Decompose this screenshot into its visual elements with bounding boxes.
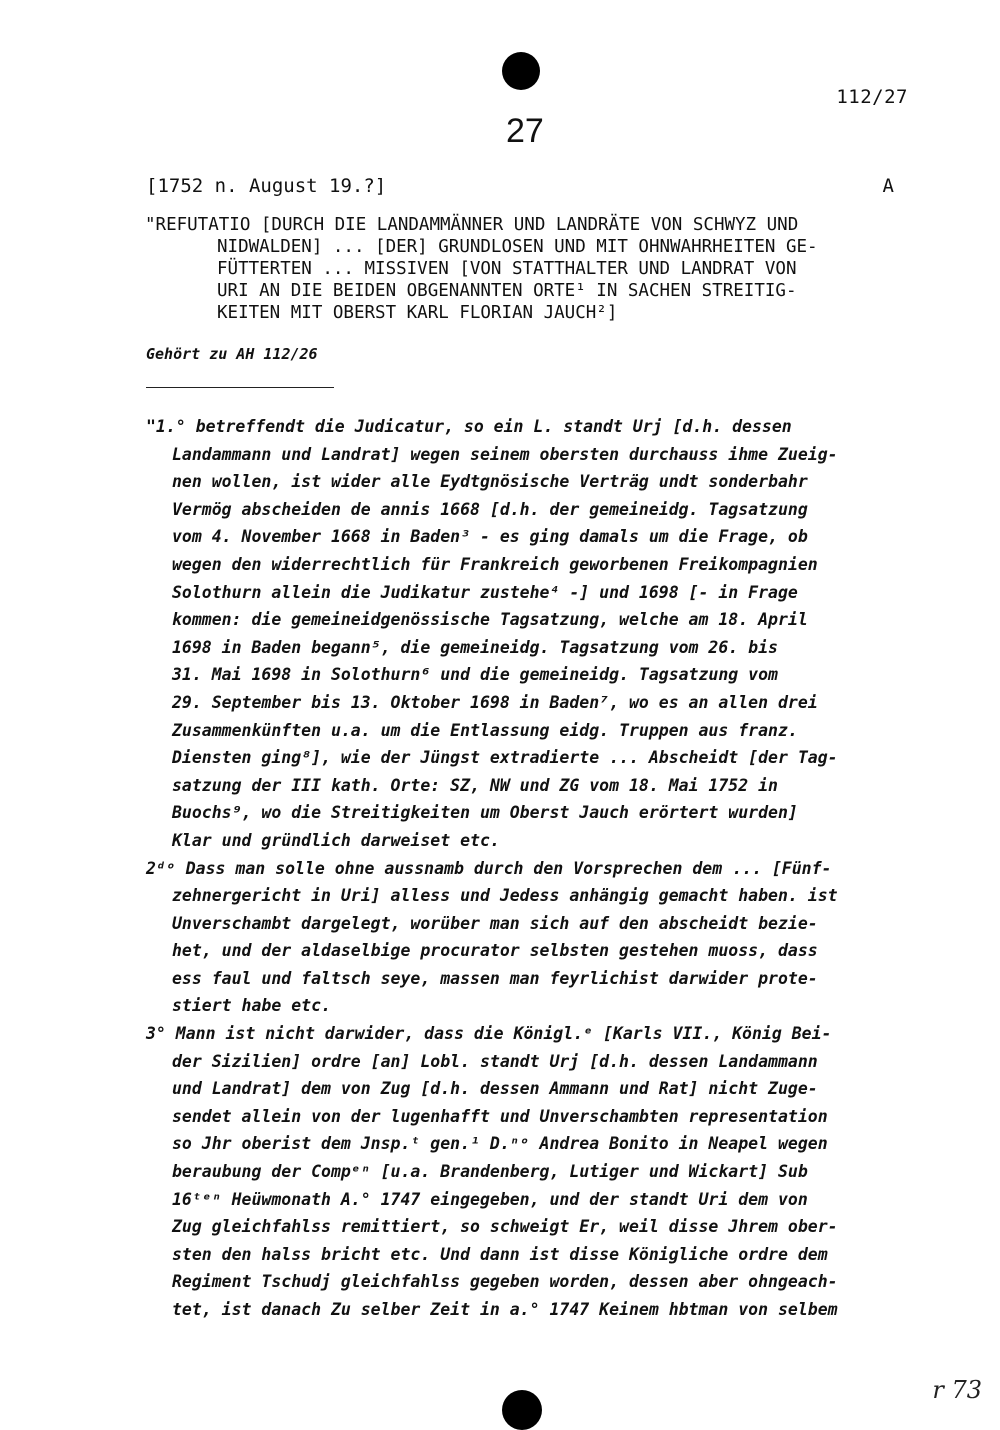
title-line: "REFUTATIO [DURCH DIE LANDAMMÄNNER UND LANDRÄTE VON SCHWYZ UND bbox=[145, 215, 799, 235]
title-line: KEITEN MIT OBERST KARL FLORIAN JAUCH²] bbox=[217, 303, 618, 323]
text-line: wegen den widerrechtlich für Frankreich geworbenen Freikompagnien bbox=[172, 554, 818, 574]
text-line: sendet allein von der lugenhafft und Unverschambten representation bbox=[172, 1106, 828, 1126]
margin-mark: r 73 bbox=[932, 1376, 982, 1404]
text-line: Buochs⁹, wo die Streitigkeiten um Oberst Jauch erörtert wurden] bbox=[172, 803, 798, 823]
text-line: Vermög abscheiden de annis 1668 [d.h. der gemeineidg. Tagsatzung bbox=[172, 499, 808, 519]
text-line: zehnergericht in Uri] alless und Jedess anhängig gemacht haben. ist bbox=[172, 886, 838, 906]
text-line: 3° Mann ist nicht darwider, dass die Königl.ᵉ [Karls VII., König Bei- bbox=[146, 1024, 832, 1044]
text-line: Solothurn allein die Judikatur zustehe⁴ -] und 1698 [- in Frage bbox=[172, 582, 798, 602]
separator-rule bbox=[146, 387, 334, 388]
text-line: vom 4. November 1668 in Baden³ - es ging damals um die Frage, ob bbox=[172, 527, 808, 547]
paragraph bbox=[146, 413, 906, 855]
document-reference: 112/27 bbox=[836, 86, 908, 108]
text-line: 29. September bis 13. Oktober 1698 in Baden⁷, wo es an allen drei bbox=[172, 692, 818, 712]
text-line: nen wollen, ist wider alle Eydtgnösische Verträg undt sonderbahr bbox=[172, 472, 808, 492]
title-line: NIDWALDEN] ... [DER] GRUNDLOSEN UND MIT OHNWAHRHEITEN GE- bbox=[217, 237, 818, 257]
punch-hole-top bbox=[502, 52, 540, 90]
text-line: kommen: die gemeineidgenössische Tagsatzung, welche am 18. April bbox=[172, 610, 808, 630]
page-number: 27 bbox=[506, 112, 544, 150]
text-line: Unverschambt dargelegt, worüber man sich auf den abscheidt bezie- bbox=[172, 913, 818, 933]
text-line: stiert habe etc. bbox=[172, 996, 331, 1016]
title-line: FÜTTERTEN ... MISSIVEN [VON STATTHALTER UND LANDRAT VON bbox=[217, 259, 797, 279]
title-line: URI AN DIE BEIDEN OBGENANNTEN ORTE¹ IN SACHEN STREITIG- bbox=[217, 281, 797, 301]
text-line: "1.° betreffendt die Judicatur, so ein L. standt Urj [d.h. dessen bbox=[146, 417, 792, 436]
document-title bbox=[145, 214, 905, 324]
text-line: 16ᵗᵉⁿ Heüwmonath A.° 1747 eingegeben, und der standt Uri dem von bbox=[172, 1189, 808, 1209]
text-line: 31. Mai 1698 in Solothurn⁶ und die gemeineidg. Tagsatzung vom bbox=[172, 665, 778, 685]
paragraph bbox=[146, 1020, 906, 1324]
text-line: tet, ist danach Zu selber Zeit in a.° 1747 Keinem hbtman von selbem bbox=[172, 1300, 838, 1319]
paragraph bbox=[146, 855, 906, 1021]
text-line: Landammann und Landrat] wegen seinem obersten durchauss ihme Zueig- bbox=[172, 444, 838, 464]
punch-hole-bottom bbox=[502, 1390, 542, 1430]
text-line: Diensten ging⁸], wie der Jüngst extradierte ... Abscheidt [der Tag- bbox=[172, 748, 838, 768]
text-line: 1698 in Baden begann⁵, die gemeineidg. Tagsatzung vom 26. bis bbox=[172, 637, 778, 657]
text-line: der Sizilien] ordre [an] Lobl. standt Urj [d.h. dessen Landammann bbox=[172, 1051, 818, 1071]
text-line: Regiment Tschudj gleichfahlss gegeben worden, dessen aber ohngeach- bbox=[172, 1272, 838, 1292]
text-line: Klar und gründlich darweiset etc. bbox=[172, 830, 500, 850]
text-line: Zusammenkünften u.a. um die Entlassung eidg. Truppen aus franz. bbox=[172, 720, 798, 740]
text-line: und Landrat] dem von Zug [d.h. dessen Ammann und Rat] nicht Zuge- bbox=[172, 1079, 818, 1099]
document-letter: A bbox=[882, 175, 894, 197]
text-line: het, und der aldaselbige procurator selbsten gestehen muoss, dass bbox=[172, 941, 818, 961]
belongs-to-note: Gehört zu AH 112/26 bbox=[146, 345, 318, 363]
document-body bbox=[146, 413, 906, 1324]
text-line: Zug gleichfahlss remittiert, so schweigt Er, weil disse Jhrem ober- bbox=[172, 1217, 838, 1237]
text-line: so Jhr oberist dem Jnsp.ᵗ gen.¹ D.ⁿᵒ Andrea Bonito in Neapel wegen bbox=[172, 1134, 828, 1154]
text-line: 2ᵈᵒ Dass man solle ohne aussnamb durch den Vorsprechen dem ... [Fünf- bbox=[146, 858, 832, 878]
document-date: [1752 n. August 19.?] bbox=[146, 175, 387, 197]
text-line: beraubung der Compᵉⁿ [u.a. Brandenberg, Lutiger und Wickart] Sub bbox=[172, 1162, 808, 1182]
text-line: satzung der III kath. Orte: SZ, NW und ZG vom 18. Mai 1752 in bbox=[172, 775, 778, 795]
text-line: ess faul und faltsch seye, massen man feyrlichist darwider prote- bbox=[172, 968, 818, 988]
text-line: sten den halss bricht etc. Und dann ist disse Königliche ordre dem bbox=[172, 1244, 828, 1264]
